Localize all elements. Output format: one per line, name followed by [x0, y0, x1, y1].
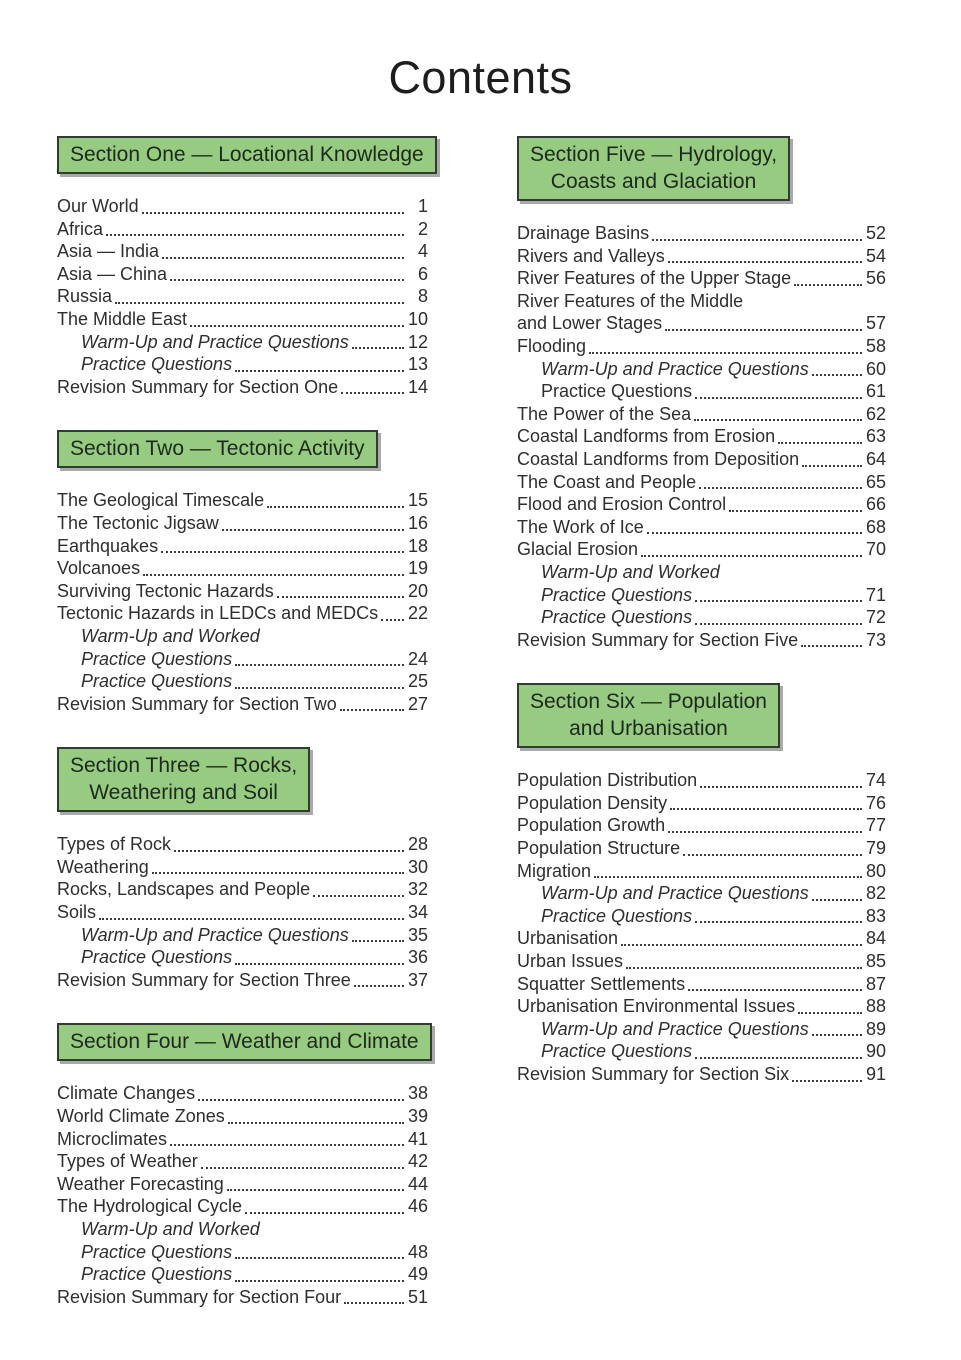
dotted-leader	[626, 967, 862, 969]
dotted-leader	[170, 1144, 404, 1146]
toc-entry-label: Types of Rock	[57, 834, 172, 855]
page-number: 71	[865, 584, 886, 605]
page-number: 72	[865, 607, 886, 628]
toc-entry-label: Asia — China	[57, 263, 168, 284]
page-number: 16	[407, 512, 428, 533]
page-number: 25	[407, 671, 428, 692]
toc-entry-label: Coastal Landforms from Deposition	[517, 448, 800, 469]
section-entries	[57, 833, 428, 991]
toc-entry	[57, 331, 428, 354]
toc-entry-label: Asia — India	[57, 241, 160, 262]
toc-entry	[517, 1063, 886, 1086]
toc-entry-label: Drainage Basins	[517, 223, 650, 243]
dotted-leader	[341, 392, 404, 394]
toc-entry	[517, 1040, 886, 1063]
toc-entry	[517, 245, 886, 268]
toc-entry-label: Weather Forecasting	[57, 1173, 224, 1194]
toc-entry-label: Practice Questions	[81, 648, 233, 669]
toc-entry-label: Squatter Settlements	[517, 973, 686, 994]
page-number: 1	[417, 196, 428, 216]
toc-entry-label: Microclimates	[57, 1128, 168, 1149]
toc-entry-label: Practice Questions	[541, 607, 693, 628]
toc-entry	[57, 1241, 428, 1264]
page-number: 20	[407, 580, 428, 601]
dotted-leader	[161, 551, 404, 553]
page-number: 12	[407, 331, 428, 352]
section-header-line: Section Five — Hydrology,	[530, 143, 778, 166]
toc-entry	[517, 882, 886, 905]
page-number: 82	[865, 883, 886, 904]
page-number: 2	[417, 218, 428, 239]
toc-entry-label: Warm-Up and Practice Questions	[541, 883, 809, 904]
toc-entry-label: Revision Summary for Section Two	[57, 693, 337, 714]
dotted-leader	[340, 709, 404, 711]
page-number: 19	[407, 558, 428, 579]
dotted-leader	[352, 347, 404, 349]
toc-entry-label: The Geological Timescale	[57, 490, 265, 511]
page-number: 35	[407, 924, 428, 945]
page-number: 90	[865, 1041, 886, 1062]
dotted-leader	[152, 872, 404, 874]
toc-entry-label: Rocks, Landscapes and People	[57, 879, 311, 900]
page-number: 22	[407, 603, 428, 624]
toc-entry	[57, 512, 428, 535]
toc-entry-label: Volcanoes	[57, 558, 141, 579]
toc-entry-label: Warm-Up and Practice Questions	[541, 358, 809, 379]
page-number: 39	[407, 1106, 428, 1127]
page-number: 57	[865, 313, 886, 334]
page-number: 74	[865, 770, 886, 791]
dotted-leader	[352, 940, 404, 942]
page-number: 77	[865, 815, 886, 836]
toc-entry-label: Practice Questions	[81, 947, 233, 968]
dotted-leader	[344, 1302, 404, 1304]
toc-entry	[57, 648, 428, 671]
toc-entry	[57, 353, 428, 376]
toc-entry-label: Rivers and Valleys	[517, 245, 665, 266]
toc-entry-label: River Features of the Middle	[517, 290, 744, 311]
page-number: 61	[865, 381, 886, 402]
toc-column-right	[517, 136, 886, 1340]
dotted-leader	[106, 234, 404, 236]
toc-entry	[517, 448, 886, 471]
dotted-leader	[190, 325, 404, 327]
dotted-leader	[589, 352, 862, 354]
toc-column-left	[57, 136, 428, 1340]
toc-entry	[517, 493, 886, 516]
dotted-leader	[812, 374, 862, 376]
toc-entry	[57, 1150, 428, 1173]
toc-entry-label: Warm-Up and Worked	[81, 625, 260, 646]
toc-entry	[57, 969, 428, 992]
toc-entry	[57, 1195, 428, 1218]
page-number: 34	[407, 902, 428, 923]
toc-entry-label: Our World	[57, 196, 139, 216]
toc-entry	[57, 1173, 428, 1196]
dotted-leader	[162, 257, 404, 259]
toc-entry-label: Practice Questions	[541, 584, 693, 605]
dotted-leader	[313, 895, 404, 897]
page-number: 88	[865, 996, 886, 1017]
toc-entry	[517, 837, 886, 860]
page-number: 60	[865, 358, 886, 379]
toc-entry	[517, 606, 886, 629]
toc-entry	[57, 263, 428, 286]
toc-entry	[517, 792, 886, 815]
dotted-leader	[812, 899, 862, 901]
toc-entry-label: Flooding	[517, 335, 587, 356]
dotted-leader	[812, 1034, 862, 1036]
page-number: 37	[407, 969, 428, 990]
page-number: 15	[407, 490, 428, 511]
dotted-leader	[695, 397, 862, 399]
toc-entry-label: Urban Issues	[517, 951, 624, 972]
page-number: 54	[865, 245, 886, 266]
toc-entry	[57, 1286, 428, 1309]
page-number: 14	[407, 376, 428, 397]
page-number: 13	[407, 354, 428, 375]
toc-entry-label: Africa	[57, 218, 104, 239]
page-number: 65	[865, 471, 886, 492]
section-header-line: Section One — Locational Knowledge	[70, 143, 424, 166]
toc-entry	[517, 425, 886, 448]
toc-entry	[57, 878, 428, 901]
toc-entry-label: Migration	[517, 860, 592, 881]
page-number: 42	[407, 1151, 428, 1172]
page-number: 89	[865, 1018, 886, 1039]
section-entries	[517, 222, 886, 651]
page-number: 44	[407, 1173, 428, 1194]
section-header	[57, 136, 437, 174]
dotted-leader	[668, 261, 862, 263]
dotted-leader	[695, 921, 862, 923]
page-number: 56	[865, 268, 886, 289]
dotted-leader	[695, 1057, 862, 1059]
dotted-leader	[201, 1167, 404, 1169]
page-number: 41	[407, 1128, 428, 1149]
section-header	[517, 136, 790, 201]
dotted-leader	[354, 985, 404, 987]
page-number: 63	[865, 426, 886, 447]
toc-entry	[57, 924, 428, 947]
page-number: 52	[865, 223, 886, 243]
dotted-leader	[647, 532, 862, 534]
dotted-leader	[694, 419, 862, 421]
toc-entry-label: Urbanisation	[517, 928, 619, 949]
toc-entry	[57, 1128, 428, 1151]
section-header-line: Weathering and Soil	[89, 781, 278, 805]
dotted-leader	[802, 465, 862, 467]
page-number: 28	[407, 834, 428, 855]
section-header-line: Coasts and Glaciation	[550, 170, 757, 193]
dotted-leader	[641, 555, 862, 557]
section-header	[57, 747, 310, 812]
toc-entry	[517, 950, 886, 973]
page-number: 8	[417, 286, 428, 307]
page-number: 58	[865, 335, 886, 356]
dotted-leader	[801, 645, 862, 647]
toc-entry	[57, 580, 428, 603]
toc-entry	[57, 693, 428, 716]
dotted-leader	[792, 1080, 862, 1082]
toc-entry-label: The Work of Ice	[517, 516, 644, 537]
dotted-leader	[652, 239, 862, 241]
toc-entry-label: The Tectonic Jigsaw	[57, 512, 219, 533]
dotted-leader	[222, 529, 404, 531]
page-number: 73	[865, 629, 886, 650]
dotted-leader	[798, 1012, 862, 1014]
toc-entry-label: Russia	[57, 286, 113, 307]
dotted-leader	[683, 854, 862, 856]
toc-entry-label: Warm-Up and Worked	[81, 1219, 260, 1239]
toc-entry	[517, 290, 886, 313]
toc-entry	[57, 240, 428, 263]
toc-entry	[517, 516, 886, 539]
toc-entry-label: Glacial Erosion	[517, 539, 639, 560]
toc-entry	[517, 538, 886, 561]
dotted-leader	[227, 1189, 404, 1191]
dotted-leader	[695, 623, 862, 625]
section-entries	[517, 769, 886, 1085]
toc-entry-label: The Power of the Sea	[517, 403, 692, 424]
toc-entry	[517, 584, 886, 607]
toc-entry	[57, 1263, 428, 1286]
page-number: 76	[865, 792, 886, 813]
toc-entry-label: Practice Questions	[541, 905, 693, 926]
toc-entry-label: Climate Changes	[57, 1083, 196, 1104]
toc-entry-label: Revision Summary for Section Three	[57, 969, 351, 990]
section-header-line: and Urbanisation	[569, 717, 728, 741]
dotted-leader	[665, 329, 862, 331]
toc-entry	[517, 973, 886, 996]
toc-entry	[57, 946, 428, 969]
page-number: 68	[865, 516, 886, 537]
dotted-leader	[729, 510, 862, 512]
toc-entry	[517, 814, 886, 837]
page-number: 32	[407, 879, 428, 900]
page-number: 70	[865, 539, 886, 560]
toc-entry-label: The Coast and People	[517, 471, 697, 492]
dotted-leader	[142, 212, 404, 214]
section-header-line: Section Two — Tectonic Activity	[70, 437, 365, 461]
page-number: 36	[407, 947, 428, 968]
dotted-leader	[99, 918, 404, 920]
toc-entry-label: Weathering	[57, 856, 149, 877]
toc-entry	[517, 561, 886, 584]
dotted-leader	[668, 831, 862, 833]
page-number: 30	[407, 856, 428, 877]
page-number: 83	[865, 905, 886, 926]
page-number: 49	[407, 1264, 428, 1285]
dotted-leader	[700, 786, 862, 788]
toc-entry	[57, 535, 428, 558]
page-number: 46	[407, 1196, 428, 1217]
toc-entry-label: Warm-Up and Practice Questions	[81, 924, 349, 945]
toc-entry	[57, 557, 428, 580]
dotted-leader	[235, 1280, 404, 1282]
toc-entry	[517, 927, 886, 950]
section-header	[57, 430, 378, 468]
dotted-leader	[267, 506, 404, 508]
toc-entry-label: Practice Questions	[81, 354, 233, 375]
toc-entry	[517, 267, 886, 290]
dotted-leader	[235, 664, 404, 666]
page-number: 64	[865, 448, 886, 469]
section-header	[57, 1023, 432, 1061]
page-number: 51	[407, 1286, 428, 1307]
toc-entry-label: The Hydrological Cycle	[57, 1196, 243, 1217]
dotted-leader	[170, 279, 404, 281]
toc-entry-label: The Middle East	[57, 308, 188, 329]
dotted-leader	[174, 850, 404, 852]
toc-entry	[57, 602, 428, 625]
page-number: 66	[865, 494, 886, 515]
dotted-leader	[670, 808, 862, 810]
section-entries	[57, 489, 428, 715]
section-header-line: Section Four — Weather and Climate	[70, 1030, 419, 1054]
toc-entry-label: Population Density	[517, 792, 668, 813]
toc-entry-label: Warm-Up and Practice Questions	[541, 1018, 809, 1039]
toc-entry-label: Warm-Up and Practice Questions	[81, 331, 349, 352]
dotted-leader	[794, 284, 862, 286]
toc-entry-label: Tectonic Hazards in LEDCs and MEDCs	[57, 603, 379, 624]
toc-entry	[517, 471, 886, 494]
toc-entry	[517, 335, 886, 358]
dotted-leader	[235, 687, 404, 689]
toc-entry-label: Surviving Tectonic Hazards	[57, 580, 274, 601]
dotted-leader	[594, 876, 862, 878]
toc-entry-label: and Lower Stages	[517, 313, 663, 334]
toc-entry	[517, 222, 886, 245]
toc-entry	[57, 308, 428, 331]
toc-entry	[517, 358, 886, 381]
dotted-leader	[688, 989, 862, 991]
toc-entry-label: Practice Questions	[81, 1264, 233, 1285]
page-number: 91	[865, 1064, 886, 1084]
toc-entry-label: Population Distribution	[517, 770, 698, 791]
toc-entry	[57, 901, 428, 924]
page-number: 18	[407, 535, 428, 556]
toc-entry	[57, 1105, 428, 1128]
toc-entry-label: Revision Summary for Section One	[57, 376, 339, 397]
toc-entry	[57, 1082, 428, 1105]
toc-entry	[57, 625, 428, 648]
toc-entry	[517, 380, 886, 403]
toc-entry	[57, 856, 428, 879]
dotted-leader	[235, 963, 404, 965]
section-entries	[57, 195, 428, 398]
toc-entry	[57, 376, 428, 399]
toc-entry-label: Warm-Up and Worked	[541, 561, 720, 582]
toc-entry	[57, 670, 428, 693]
toc-entry-label: Revision Summary for Section Four	[57, 1286, 342, 1307]
section-header	[517, 683, 780, 748]
dotted-leader	[277, 596, 404, 598]
page-number: 27	[407, 693, 428, 714]
toc-entry-label: Earthquakes	[57, 535, 159, 556]
toc-entry-label: Practice Questions	[541, 381, 693, 402]
page-number: 62	[865, 403, 886, 424]
page-number: 24	[407, 648, 428, 669]
toc-entry	[57, 489, 428, 512]
toc-entry	[517, 312, 886, 335]
toc-entry	[517, 1018, 886, 1041]
toc-entry-label: Population Growth	[517, 815, 666, 836]
toc-entry-label: Revision Summary for Section Six	[517, 1064, 790, 1084]
page-number: 87	[865, 973, 886, 994]
page-number: 6	[417, 263, 428, 284]
section-header-line: Section Six — Population	[530, 690, 767, 714]
dotted-leader	[143, 574, 404, 576]
page-number: 84	[865, 928, 886, 949]
toc-entry-label: Revision Summary for Section Five	[517, 629, 799, 650]
toc-entry	[57, 285, 428, 308]
toc-entry	[517, 403, 886, 426]
dotted-leader	[621, 944, 862, 946]
toc-entry	[57, 1218, 428, 1241]
page-number: 4	[417, 241, 428, 262]
toc-entry-label: Practice Questions	[81, 671, 233, 692]
page-title: Contents	[388, 52, 573, 103]
toc-entry-label: Practice Questions	[541, 1041, 693, 1062]
toc-entry-label: Urbanisation Environmental Issues	[517, 996, 796, 1017]
columns	[0, 136, 961, 1340]
toc-entry-label: Types of Weather	[57, 1151, 198, 1172]
toc-entry-label: Coastal Landforms from Erosion	[517, 426, 776, 447]
toc-entry-label: Soils	[57, 902, 97, 923]
dotted-leader	[235, 1257, 404, 1259]
toc-entry-label: World Climate Zones	[57, 1106, 225, 1127]
section-header-line: Section Three — Rocks,	[70, 754, 298, 778]
toc-entry	[57, 833, 428, 856]
dotted-leader	[115, 302, 404, 304]
dotted-leader	[235, 370, 404, 372]
page-number: 79	[865, 838, 886, 859]
page-number: 38	[407, 1083, 428, 1104]
dotted-leader	[245, 1212, 404, 1214]
toc-entry-label: River Features of the Upper Stage	[517, 268, 792, 289]
toc-entry	[57, 195, 428, 218]
dotted-leader	[198, 1099, 404, 1101]
toc-entry-label: Population Structure	[517, 838, 681, 859]
page-number: 48	[407, 1241, 428, 1262]
page-number: 80	[865, 860, 886, 881]
page-number: 10	[407, 308, 428, 329]
dotted-leader	[699, 487, 862, 489]
toc-entry	[57, 218, 428, 241]
toc-entry	[517, 905, 886, 928]
dotted-leader	[778, 442, 862, 444]
toc-entry	[517, 995, 886, 1018]
dotted-leader	[228, 1122, 404, 1124]
dotted-leader	[695, 600, 862, 602]
section-entries	[57, 1082, 428, 1308]
toc-entry	[517, 860, 886, 883]
toc-entry	[517, 629, 886, 652]
dotted-leader	[381, 619, 404, 621]
toc-entry	[517, 769, 886, 792]
toc-entry-label: Practice Questions	[81, 1241, 233, 1262]
toc-entry-label: Flood and Erosion Control	[517, 494, 727, 515]
page-number: 85	[865, 951, 886, 972]
